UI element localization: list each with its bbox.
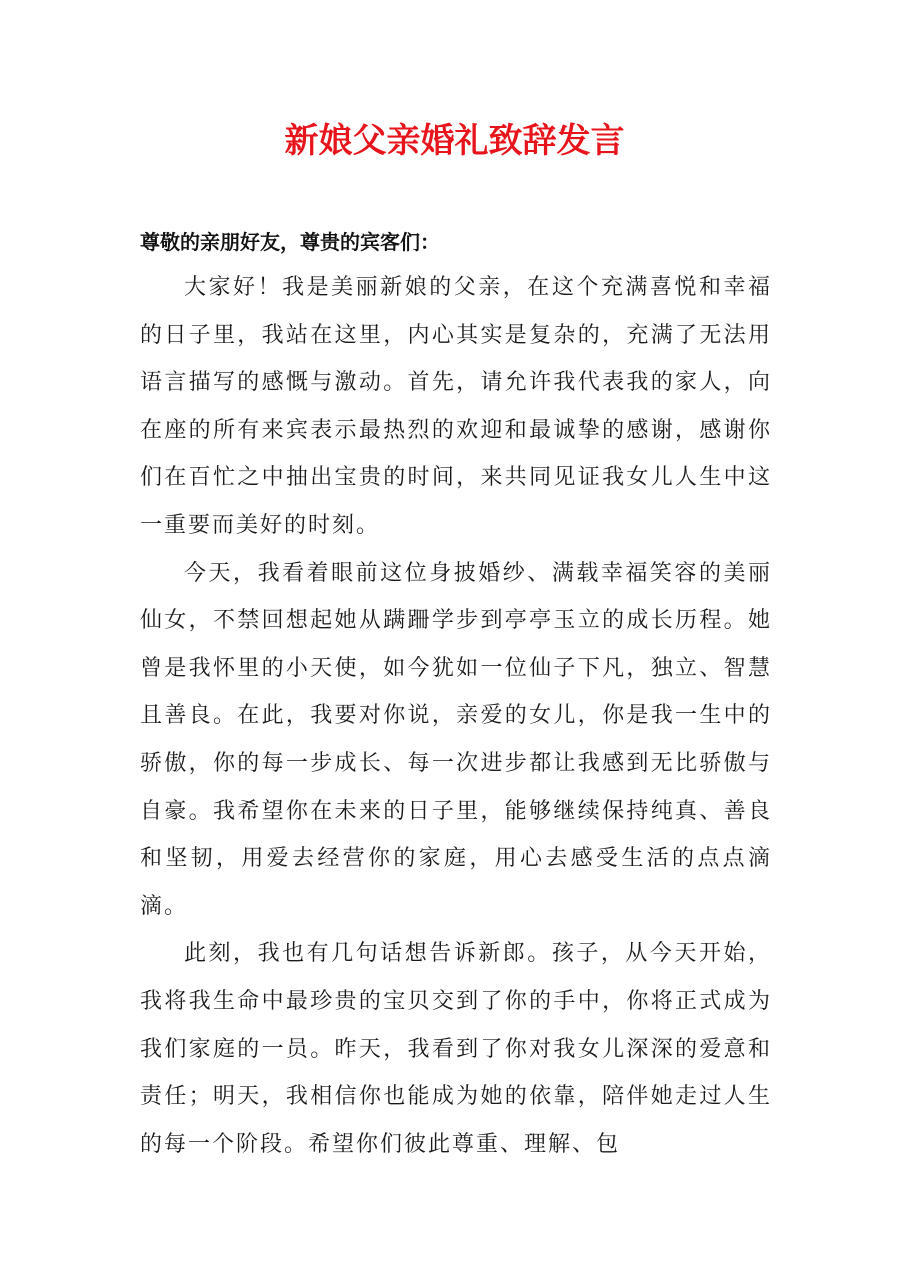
document-title: 新娘父亲婚礼致辞发言 bbox=[284, 121, 625, 161]
paragraph-1: 大家好！我是美丽新娘的父亲，在这个充满喜悦和幸福的日子里，我站在这里，内心其实是复杂的，充满了无法用语言描写的感慨与激动。首先，请允许我代表我的家人，向在座的所有来宾表示最热烈的欢迎和最诚挚的感谢，感谢你们在百忙之中抽出宝贵的时间，来共同见证我女儿人生中这一重要而美好的时刻。 bbox=[140, 275, 772, 538]
paragraph-3: 此刻，我也有几句话想告诉新郎。孩子，从今天开始，我将我生命中最珍贵的宝贝交到了你的手中，你将正式成为我们家庭的一员。昨天，我看到了你对我女儿深深的爱意和责任；明天，我相信你也能成为她的依靠，陪伴她走过人生的每一个阶段。希望你们彼此尊重、理解、包 bbox=[140, 941, 772, 1157]
paragraph-2: 今天，我看着眼前这位身披婚纱、满载幸福笑容的美丽仙女，不禁回想起她从蹒跚学步到亭亭玉立的成长历程。她曾是我怀里的小天使，如今犹如一位仙子下凡，独立、智慧且善良。在此，我要对你说，亲爱的女儿，你是我一生中的骄傲，你的每一步成长、每一次进步都让我感到无比骄傲与自豪。我希望你在未来的日子里，能够继续保持纯真、善良和坚韧，用爱去经营你的家庭，用心去感受生活的点点滴滴。 bbox=[140, 560, 772, 919]
document-body bbox=[140, 264, 772, 1168]
greeting: 尊敬的亲朋好友，尊贵的宾客们： bbox=[140, 230, 440, 254]
